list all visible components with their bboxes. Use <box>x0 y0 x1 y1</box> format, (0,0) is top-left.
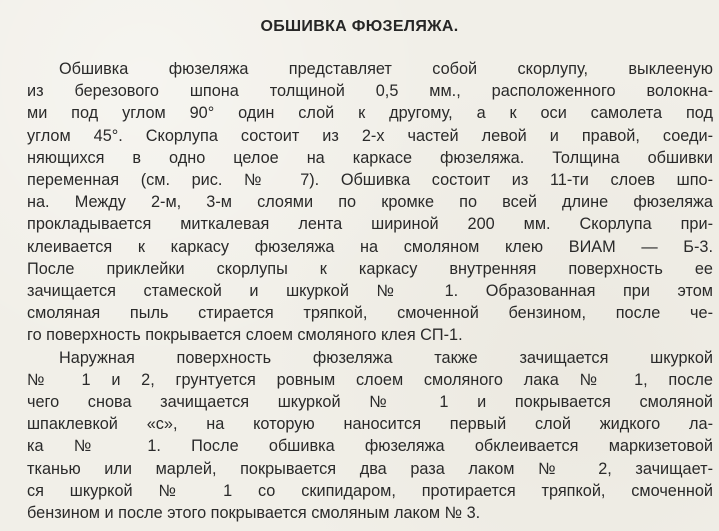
text-line: из березового шпона толщиной 0,5 мм., расположенного волокна- <box>27 82 713 101</box>
text-line: тканью или марлей, покрывается два раза лаком № 2, зачищает- <box>27 459 713 478</box>
paragraph-2 <box>27 347 713 525</box>
text-line: ка № 1. После обшивка фюзеляжа обклеивается маркизетовой <box>27 437 713 456</box>
text-line: смоляная пыль стирается тряпкой, смоченной бензином, после че- <box>27 304 713 323</box>
text-line: на. Между 2-м, 3-м слоями по кромке по всей длине фюзеляжа <box>27 193 713 212</box>
text-line: няющихся в одно целое на каркасе фюзеляжа. Толщина обшивки <box>27 148 713 167</box>
text-line: Наружная поверхность фюзеляжа также зачищается шкуркой <box>59 348 713 367</box>
text-line: Обшивка фюзеляжа представляет собой скорлупу, выклееную <box>59 60 713 78</box>
text-line: После приклейки скорлупы к каркасу внутренняя поверхность ее <box>27 259 713 278</box>
text-line: зачищается стамеской и шкуркой № 1. Образованная при этом <box>27 282 713 301</box>
text-line: чего снова зачищается шкуркой № 1 и покрывается смоляной <box>27 393 713 412</box>
text-line: ся шкуркой № 1 со скипидаром, протирается тряпкой, смоченной <box>27 481 713 500</box>
text-line: бензином и после этого покрывается смоляным лаком № 3. <box>27 504 481 523</box>
section-title: ОБШИВКА ФЮЗЕЛЯЖА. <box>260 18 459 35</box>
text-line: ми под углом 90° один слой к другому, а к оси самолета под <box>27 104 713 123</box>
text-line: углом 45°. Скорлупа состоит из 2-х частей левой и правой, соеди- <box>27 126 713 145</box>
text-line: шпаклевкой «с», на которую наносится первый слой жидкого ла- <box>27 415 713 434</box>
text-line: го поверхность покрывается слоем смоляного клея СП-1. <box>27 326 463 345</box>
text-line: № 1 и 2, грунтуется ровным слоем смоляного лака № 1, после <box>27 370 713 389</box>
text-line: переменная (см. рис. № 7). Обшивка состоит из 11-ти слоев шпо- <box>27 171 713 190</box>
text-line: прокладывается миткалевая лента шириной 200 мм. Скорлупа при- <box>27 215 713 234</box>
body-text <box>27 58 713 524</box>
text-line: клеивается к каркасу фюзеляжа на смоляном клею ВИАМ — Б-3. <box>27 237 713 256</box>
paragraph-1 <box>27 58 713 347</box>
